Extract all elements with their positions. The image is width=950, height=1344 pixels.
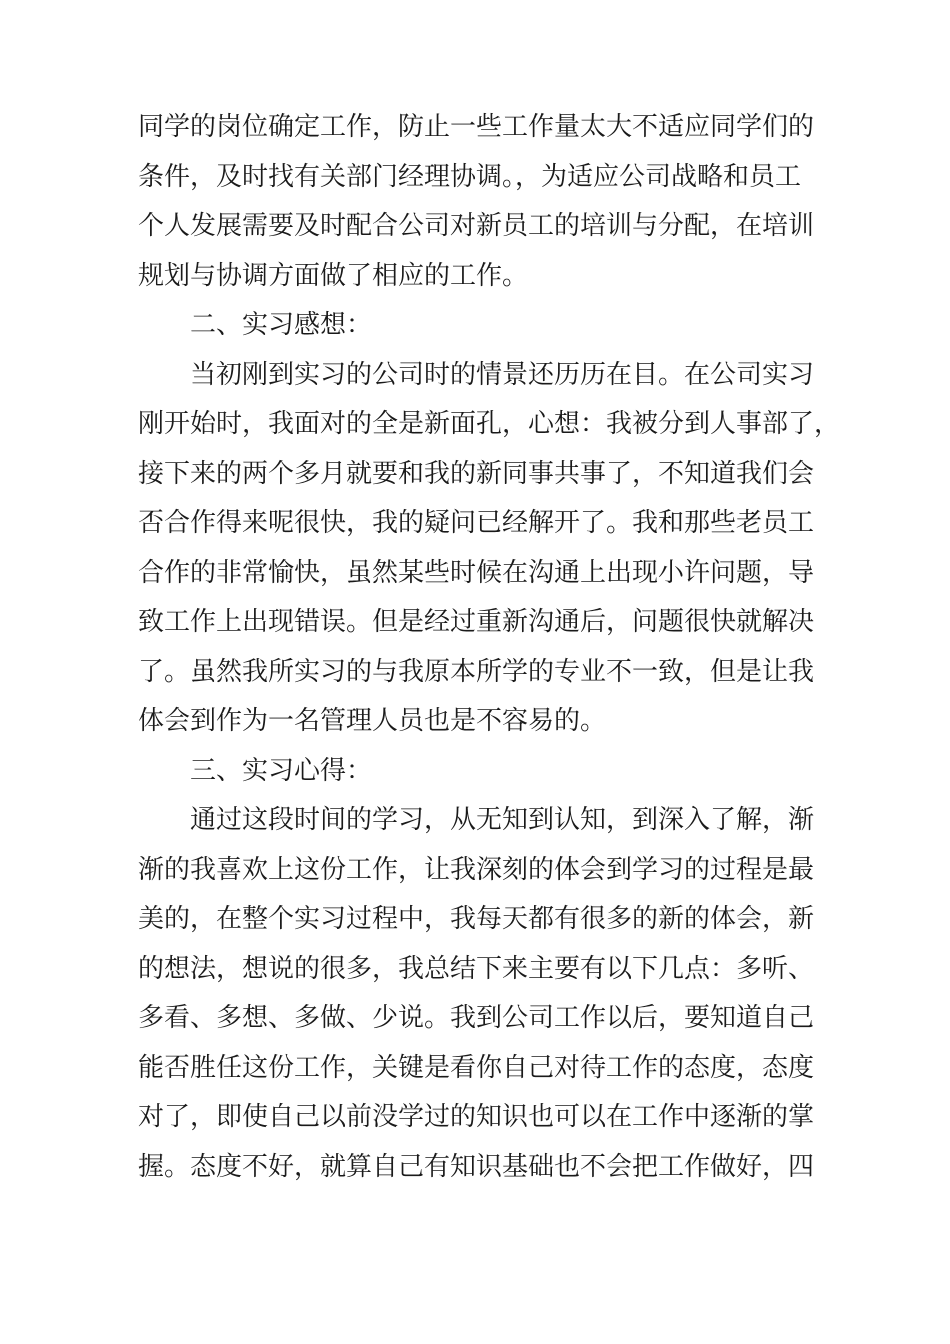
- text-line: 对了，即使自己以前没学过的知识也可以在工作中逐渐的掌: [138, 1102, 815, 1132]
- text-line: 致工作上出现错误。但是经过重新沟通后，问题很快就解决: [138, 607, 815, 637]
- text-line: 个人发展需要及时配合公司对新员工的培训与分配，在培训: [138, 211, 815, 241]
- text-line: 否合作得来呢很快，我的疑问已经解开了。我和那些老员工: [138, 508, 815, 538]
- text-line: 规划与协调方面做了相应的工作。: [138, 260, 529, 291]
- text-line: 了。虽然我所实习的与我原本所学的专业不一致，但是让我: [138, 656, 815, 687]
- document-body: [138, 103, 841, 1192]
- text-line: 条件，及时找有关部门经理协调。，为适应公司战略和员工: [138, 161, 802, 192]
- text-line: 的想法，想说的很多，我总结下来主要有以下几点：多听、: [138, 953, 815, 984]
- text-line: 通过这段时间的学习，从无知到认知，到深入了解，渐: [190, 805, 815, 835]
- text-line: 握。态度不好，就算自己有知识基础也不会把工作做好，四: [138, 1151, 815, 1182]
- text-line: 接下来的两个多月就要和我的新同事共事了，不知道我们会: [138, 458, 815, 489]
- text-line: 刚开始时，我面对的全是新面孔，心想：我被分到人事部了，: [138, 409, 841, 439]
- text-line: 能否胜任这份工作，关键是看你自己对待工作的态度，态度: [138, 1052, 815, 1083]
- text-line: 当初刚到实习的公司时的情景还历历在目。在公司实习: [190, 359, 815, 390]
- text-line: 三、实习心得：: [190, 755, 373, 786]
- text-line: 合作的非常愉快，虽然某些时候在沟通上出现小许问题，导: [138, 557, 815, 588]
- text-line: 多看、多想、多做、少说。我到公司工作以后，要知道自己: [138, 1003, 815, 1033]
- text-line: 二、实习感想：: [190, 310, 373, 340]
- text-line: 渐的我喜欢上这份工作，让我深刻的体会到学习的过程是最: [138, 854, 815, 885]
- text-line: 体会到作为一名管理人员也是不容易的。: [138, 706, 607, 736]
- text-line: 同学的岗位确定工作，防止一些工作量太大不适应同学们的: [138, 112, 815, 142]
- text-line: 美的，在整个实习过程中，我每天都有很多的新的体会，新: [138, 904, 815, 934]
